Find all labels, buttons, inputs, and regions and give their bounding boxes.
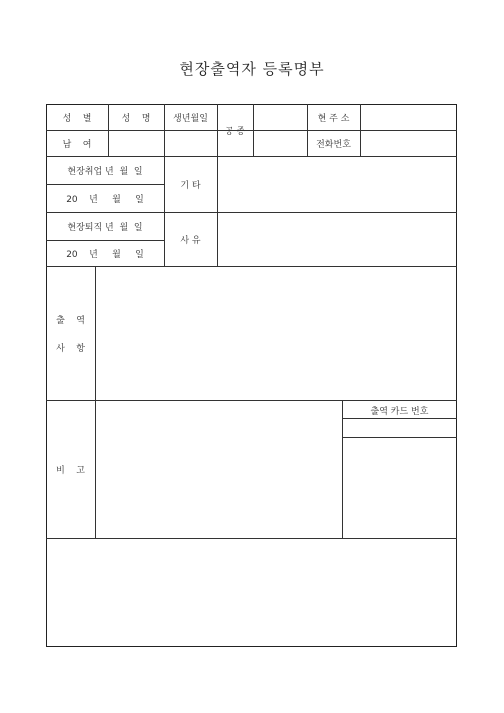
row-divider bbox=[46, 156, 457, 157]
label-name: 성 명 bbox=[121, 114, 151, 124]
row-divider bbox=[46, 538, 457, 539]
label-male-female: 남 여 bbox=[62, 140, 92, 150]
label-etc: 기 타 bbox=[180, 181, 201, 191]
label-reason: 사 유 bbox=[180, 236, 201, 246]
label-gongjong: 공 종 bbox=[224, 127, 246, 137]
row-divider bbox=[46, 184, 164, 185]
label-hire-date: 현장취업 년 월 일 bbox=[67, 167, 143, 177]
row-divider bbox=[46, 240, 164, 241]
row-divider bbox=[46, 400, 457, 401]
label-work-2: 사 항 bbox=[56, 344, 85, 354]
label-card-number: 출역 카드 번호 bbox=[370, 407, 429, 417]
row-divider bbox=[342, 418, 457, 419]
hire-date-line: 20 년 월 일 bbox=[66, 195, 144, 205]
label-phone: 전화번호 bbox=[316, 140, 351, 150]
row-divider bbox=[342, 437, 457, 438]
leave-date-line: 20 년 월 일 bbox=[66, 250, 144, 260]
row-divider bbox=[46, 212, 457, 213]
document-title: 현장출역자 등록명부 bbox=[179, 60, 325, 78]
column-divider bbox=[360, 104, 361, 156]
label-birth: 생년월일 bbox=[173, 114, 208, 124]
row-divider bbox=[46, 266, 457, 267]
label-address: 현 주 소 bbox=[317, 114, 350, 124]
column-divider bbox=[95, 266, 96, 538]
registration-form-table bbox=[46, 104, 457, 647]
label-leave-date: 현장퇴직 년 월 일 bbox=[67, 223, 143, 233]
column-divider bbox=[253, 104, 254, 156]
label-remarks: 비 고 bbox=[56, 466, 85, 476]
label-sex: 성 별 bbox=[62, 114, 92, 124]
label-work-1: 출 역 bbox=[56, 316, 85, 326]
column-divider bbox=[342, 400, 343, 538]
